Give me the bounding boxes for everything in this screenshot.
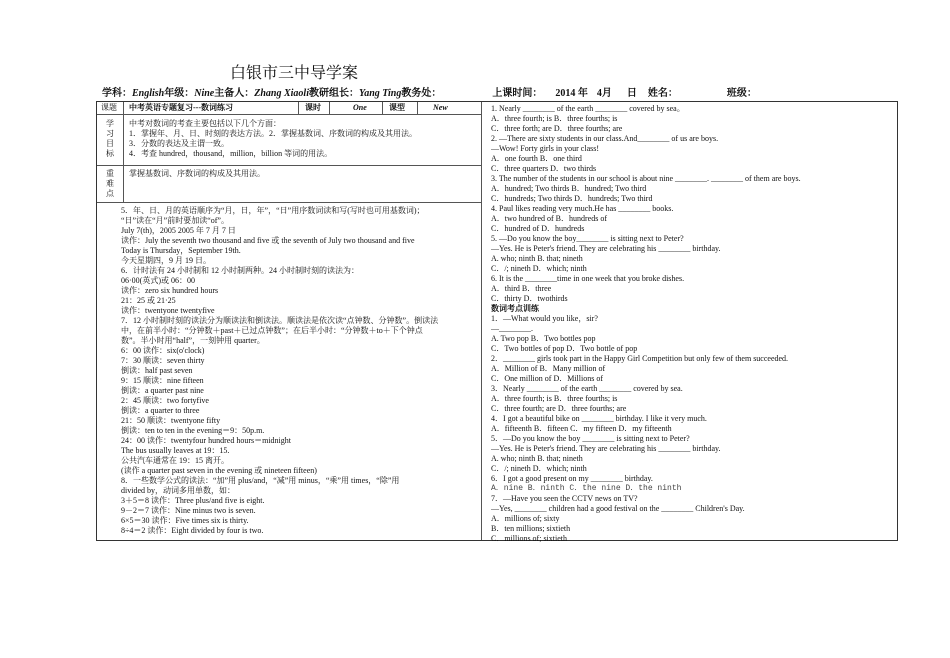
- question-line: 4．I got a beautiful bike on ________ birthday. I like it very much.: [491, 414, 707, 423]
- left-line: 21：25 或 21·25: [121, 296, 176, 305]
- left-line: 7．12 小时制时刻的读法分为顺读法和倒读法。顺读法是依次读“点钟数、分钟数”。倒读法: [121, 316, 439, 325]
- question-line: A．fifteenth B．fifteen C．my fifteen D．my fifteenth: [491, 424, 672, 433]
- left-line: 数”。半小时用“half”，一刻钟用 quarter。: [121, 336, 265, 345]
- question-line: —Yes. He is Peter's friend. They are celebrating his ________ birthday.: [491, 444, 721, 453]
- left-line: divided by，动词多用单数，如：: [121, 486, 235, 495]
- question-line: C．/; nineth D．which; ninth: [491, 264, 587, 273]
- preparer-value: Zhang Xiaoli: [254, 88, 309, 99]
- question-line: A．one fourth B．one third: [491, 154, 582, 163]
- question-line: A. who; ninth B. that; nineth: [491, 254, 583, 263]
- question-line: A．two hundred of B．hundreds of: [491, 214, 607, 223]
- goal-line: 中考对数词的考查主要包括以下几个方面：: [129, 119, 281, 128]
- type-value: New: [433, 103, 448, 112]
- question-line: 5. —Do you know the boy________ is sitting next to Peter?: [491, 234, 684, 243]
- question-line: A．nine B．ninth C．the nine D．the ninth: [491, 484, 682, 493]
- left-line: Today is Thursday，September 19th.: [121, 246, 241, 255]
- left-line: 6：00 读作：six(o'clock): [121, 346, 205, 355]
- year-unit: 年: [577, 88, 588, 99]
- day-label: 日: [626, 88, 637, 99]
- left-line: 9－2＝7 读作：Nine minus two is seven.: [121, 506, 256, 515]
- goals-text: [129, 119, 417, 159]
- left-line: 24：00 读作：twentyfour hundred hours＝midnight: [121, 436, 291, 445]
- office-label: 教务处：: [401, 88, 442, 99]
- question-line: C．thirty D．twothirds: [491, 294, 568, 303]
- question-line: A．millions of; sixty: [491, 514, 560, 523]
- subject-label: 学科：: [102, 88, 132, 99]
- question-line: A. Two pop B．Two bottles pop: [491, 334, 596, 343]
- question-line: 4. Paul likes reading very much.He has ________ books.: [491, 204, 674, 213]
- question-line: 2．________ girls took part in the Happy Girl Competition but only few of them succeeded.: [491, 354, 789, 363]
- question-line: 7．—Have you seen the CCTV news on TV?: [491, 494, 638, 503]
- left-line: 7：30 顺读：seven thirty: [121, 356, 205, 365]
- question-line: 1. Nearly ________ of the earth ________ covered by sea。: [491, 104, 685, 113]
- left-line: 今天星期四，9 月 19 日。: [121, 256, 211, 265]
- left-line: 2：45 顺读：two fortyfive: [121, 396, 209, 405]
- period-value: One: [353, 103, 367, 112]
- question-line: 5．—Do you know the boy ________ is sitting next to Peter?: [491, 434, 690, 443]
- question-line: C．/; nineth D．which; ninth: [491, 464, 587, 473]
- type-label: 课型: [389, 103, 405, 112]
- left-line: 读作：July the seventh two thousand and five 或 the seventh of July two thousand and five: [121, 236, 415, 245]
- preparer-label: 主备人：: [214, 88, 255, 99]
- left-line: 读作：twentyone twentyfive: [121, 306, 215, 315]
- question-line: A．three fourth; is B．three fourths; is: [491, 394, 618, 403]
- leader-label: 教研组长：: [309, 88, 359, 99]
- left-line: (读作 a quarter past seven in the evening 或 nineteen fifteen): [121, 466, 317, 475]
- right-content: [491, 104, 896, 544]
- goal-line: 4．考查 hundred，thousand，million，billion 等词的用法。: [129, 149, 333, 158]
- left-line: The bus usually leaves at 19：15.: [121, 446, 230, 455]
- goal-line: 1．掌握年、月、日、时刻的表达方法。2．掌握基数词、序数词的构成及其用法。: [129, 129, 417, 138]
- question-line: 3．Nearly ________ of the earth ________ covered by sea.: [491, 384, 683, 393]
- question-line: —Yes, ________ children had a good festival on the ________ Children's Day.: [491, 504, 745, 513]
- topic-value: 中考英语专题复习---数词练习: [129, 103, 233, 112]
- year-value: 2014: [555, 88, 576, 99]
- question-line: B．ten millions; sixtieth: [491, 524, 571, 533]
- question-line: 2. —There are sixty students in our class.And________ of us are boys.: [491, 134, 719, 143]
- left-line: 倒读：a quarter past nine: [121, 386, 204, 395]
- lesson-plan-table: [96, 101, 898, 541]
- grade-value: Nine: [194, 88, 215, 99]
- subject-value: English: [132, 88, 165, 99]
- question-line: 6．I got a good present on my ________ birthday.: [491, 474, 653, 483]
- goals-label: 学 习 目 标: [106, 119, 114, 158]
- left-line: 6．计时法有 24 小时制和 12 小时制两种。24 小时制时刻的读法为：: [121, 266, 359, 275]
- question-line: C．One million of D．Millions of: [491, 374, 603, 383]
- class-label: 班级：: [726, 88, 757, 99]
- left-line: 倒读：half past seven: [121, 366, 193, 375]
- leader-value: Yang Ting: [359, 88, 402, 99]
- key-points-text: 掌握基数词、序数词的构成及其用法。: [129, 169, 265, 178]
- left-line: 6×5＝30 读作：Five times six is thirty.: [121, 516, 249, 525]
- question-line: C．three quarters D．two thirds: [491, 164, 597, 173]
- question-line: —________.: [491, 324, 533, 333]
- class-time-label: 上课时间：: [492, 88, 543, 99]
- left-line: 倒读：a quarter to three: [121, 406, 200, 415]
- question-line: C．three forth; are D．three fourths; are: [491, 124, 623, 133]
- question-line: A．hundred; Two thirds B．hundred; Two third: [491, 184, 647, 193]
- left-line: 读作：zero six hundred hours: [121, 286, 219, 295]
- left-line: 9：15 顺读：nine fifteen: [121, 376, 204, 385]
- name-label: 姓名：: [647, 88, 678, 99]
- left-line: 3＋5＝8 读作：Three plus/and five is eight.: [121, 496, 265, 505]
- question-line: A. who; ninth B. that; nineth: [491, 454, 583, 463]
- left-line: 中，在前半小时：“分钟数＋past＋已过点钟数”；在后半小时：“分钟数＋to＋下个钟点: [121, 326, 423, 335]
- left-line: 21：50 顺读：twentyone fifty: [121, 416, 221, 425]
- question-line: 6. It is the ________time in one week that you broke dishes.: [491, 274, 685, 283]
- month-value: 4月: [596, 88, 612, 99]
- question-line: 1．—What would you like，sir?: [491, 314, 598, 323]
- left-line: July 7(th)，2005 2005 年 7 月 7 日: [121, 226, 236, 235]
- question-line: C．three fourth; are D．three fourths; are: [491, 404, 627, 413]
- question-line: —Wow! Forty girls in your class!: [491, 144, 600, 153]
- question-line: C．hundreds; Two thirds D．hundreds; Two third: [491, 194, 653, 203]
- question-line: —Yes. He is Peter's friend. They are celebrating his ________ birthday.: [491, 244, 721, 253]
- grade-label: 年级：: [164, 88, 195, 99]
- left-line: “日”读在“月”前时要加读“of”。: [121, 216, 229, 225]
- left-content: [121, 206, 481, 536]
- key-points-label: 重 难 点: [106, 169, 114, 198]
- question-line: C．millions of; sixtieth: [491, 534, 568, 543]
- document-title: 白银市三中导学案: [230, 65, 359, 82]
- goal-line: 3．分数的表达及主谓一致。: [129, 139, 229, 148]
- question-line: A．Million of B．Many million of: [491, 364, 606, 373]
- left-line: 8．一些数学公式的读法：“加”用 plus/and，“减”用 minus，“乘”用 times，“除”用: [121, 476, 400, 485]
- left-line: 8÷4＝2 读作：Eight divided by four is two.: [121, 526, 264, 535]
- left-line: 5．年、日、月的英语顺序为“月，日，年”，“日”用序数词读和写(写时也可用基数词)；: [121, 206, 425, 215]
- question-line: C．Two bottles of pop D．Two bottle of pop: [491, 344, 638, 353]
- info-line: [102, 84, 757, 99]
- left-line: 公共汽车通常在 19：15 离开。: [121, 456, 229, 465]
- question-line: 3. The number of the students in our school is about nine ________. ________ of them are boys.: [491, 174, 801, 183]
- left-line: 06·00(英式)或 06：00: [121, 276, 195, 285]
- period-label: 课时: [305, 103, 321, 112]
- left-line: 倒读：ten to ten in the evening＝9：50p.m.: [121, 426, 265, 435]
- question-line: A．third B．three: [491, 284, 552, 293]
- question-line: 数词考点训练: [491, 304, 539, 313]
- question-line: C．hundred of D．hundreds: [491, 224, 585, 233]
- topic-label: 课题: [101, 103, 117, 112]
- question-line: A．three fourth; is B．three fourths; is: [491, 114, 618, 123]
